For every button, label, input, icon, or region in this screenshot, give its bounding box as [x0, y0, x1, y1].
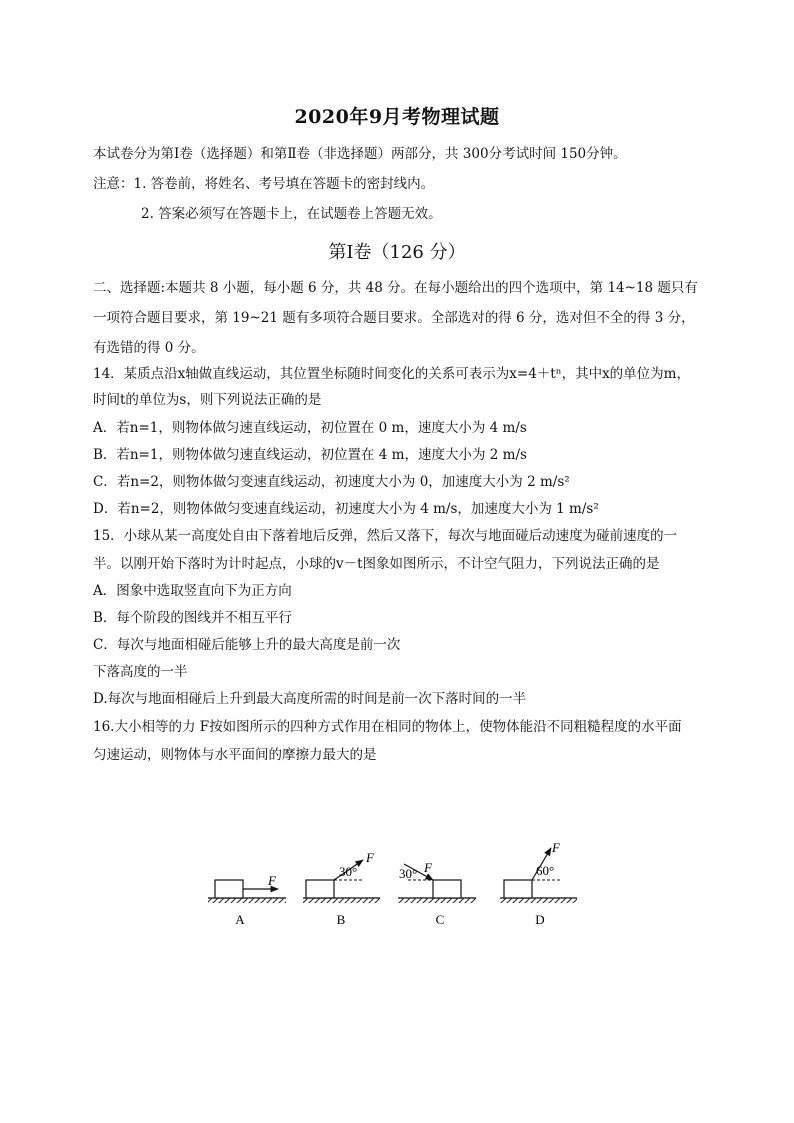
force-label: F	[424, 860, 432, 875]
q15-stem-line-2: 半。以刚开始下落时为计时起点，小球的v－t图象如图所示，不计空气阻力，下列说法正确的是	[93, 556, 660, 572]
page-title: 2020年9月考物理试题	[294, 106, 500, 128]
q15-option-d: D.每次与地面相碰后上升到最大高度所需的时间是前一次下落时间的一半	[93, 691, 527, 707]
q16-stem-line-1: 16.大小相等的力 F按如图所示的四种方式作用在相同的物体上，使物体能沿不同粗糙程度的水平面	[93, 719, 682, 735]
q15-option-c: C．每次与地面相碰后能够上升的最大高度是前一次	[93, 637, 401, 653]
force-label: F	[366, 850, 374, 865]
note-line-1: 注意：1. 答卷前，将姓名、考号填在答题卡的密封线内。	[93, 176, 435, 192]
panel-a	[208, 873, 286, 927]
panel-label: C	[435, 912, 445, 927]
force-diagram-figure	[200, 838, 600, 934]
q16-stem-line-2: 匀速运动，则物体与水平面间的摩擦力最大的是	[93, 747, 377, 763]
block	[504, 880, 532, 898]
note-line-2: 2. 答案必须写在答题卡上，在试题卷上答题无效。	[141, 206, 442, 222]
instruction-line-2: 一项符合题目要求，第 19~21 题有多项符合题目要求。全部选对的得 6 分，选对但不全的得 3 分，	[93, 310, 695, 326]
q14-stem-line-2: 时间t的单位为s，则下列说法正确的是	[93, 392, 322, 408]
panel-label: D	[535, 912, 545, 927]
panel-d	[500, 840, 577, 927]
ground-hatch	[208, 898, 286, 903]
angle-label: 30°	[399, 866, 418, 881]
q15-option-a: A．图象中选取竖直向下为正方向	[93, 583, 292, 599]
force-label: F	[552, 840, 560, 855]
block	[215, 880, 243, 898]
block	[306, 880, 334, 898]
q15-option-c-cont: 下落高度的一半	[93, 664, 188, 680]
angle-label: 30°	[339, 864, 358, 879]
q14-option-d: D．若n=2，则物体做匀变速直线运动，初速度大小为 4 m/s，加速度大小为 1 m/s²	[93, 501, 599, 517]
q14-option-a: A．若n=1，则物体做匀速直线运动，初位置在 0 m，速度大小为 4 m/s	[93, 420, 527, 436]
angle-label: 60°	[536, 863, 555, 878]
panel-c	[398, 860, 476, 927]
ground-hatch	[500, 898, 577, 903]
force-label: F	[268, 873, 276, 888]
q14-option-b: B．若n=1，则物体做匀速直线运动，初位置在 4 m，速度大小为 2 m/s	[93, 447, 527, 463]
panel-label: A	[235, 912, 245, 927]
section-title: 第Ⅰ卷（126 分）	[328, 242, 466, 263]
q15-stem-line-1: 15．小球从某一高度处自由下落着地后反弹，然后又落下，每次与地面碰后动速度为碰前速度的一	[93, 528, 678, 544]
ground-hatch	[398, 898, 476, 903]
ground-hatch	[303, 898, 380, 903]
panel-label: B	[336, 912, 346, 927]
exam-intro: 本试卷分为第Ⅰ卷（选择题）和第Ⅱ卷（非选择题）两部分，共 300分考试时间 150分钟。	[93, 146, 627, 162]
instruction-line-3: 有选错的得 0 分。	[93, 340, 205, 356]
q14-option-c: C．若n=2，则物体做匀变速直线运动，初速度大小为 0，加速度大小为 2 m/s²	[93, 474, 570, 490]
instruction-line-1: 二、选择题:本题共 8 小题，每小题 6 分，共 48 分。在每小题给出的四个选项中，第 14~18 题只有	[93, 280, 698, 296]
block	[433, 880, 461, 898]
panel-b	[303, 850, 380, 927]
q15-option-b: B．每个阶段的图线并不相互平行	[93, 610, 292, 626]
q14-stem-line-1: 14．某质点沿x轴做直线运动，其位置坐标随时间变化的关系可表示为x=4＋tⁿ，其中x的单位为m，	[93, 366, 690, 382]
